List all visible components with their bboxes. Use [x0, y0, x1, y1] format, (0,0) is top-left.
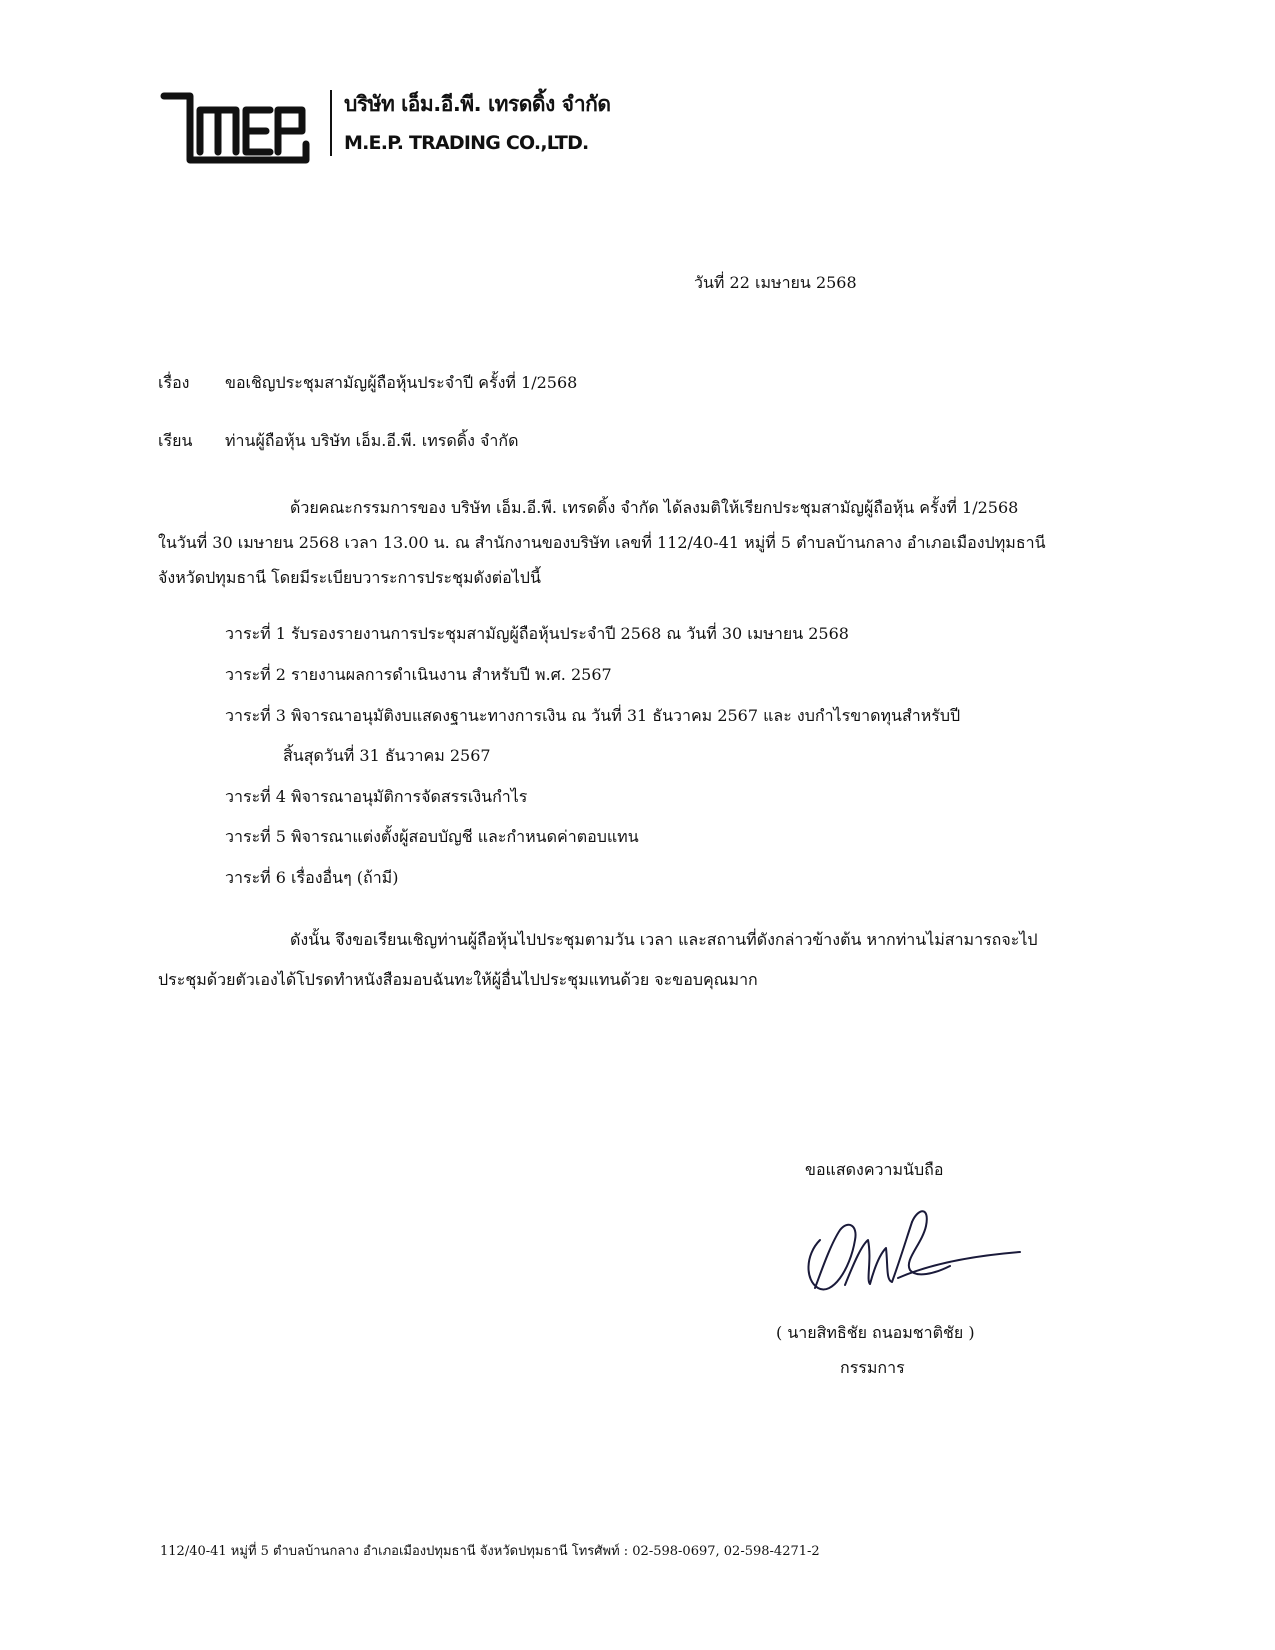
company-logo — [160, 86, 312, 166]
agenda-item-6: วาระที่ 6 เรื่องอื่นๆ (ถ้ามี) — [225, 868, 399, 887]
sign-off: ขอแสดงความนับถือ — [805, 1160, 944, 1179]
agenda-item-5: วาระที่ 5 พิจารณาแต่งตั้งผู้สอบบัญชี และกำหนดค่าตอบแทน — [225, 827, 639, 846]
company-name-th: บริษัท เอ็ม.อี.พี. เทรดดิ้ง จำกัด — [344, 92, 611, 116]
letterhead — [160, 82, 611, 162]
intro-line-3: จังหวัดปทุมธานี โดยมีระเบียบวาระการประชุมดังต่อไปนี้ — [158, 568, 541, 587]
letterhead-divider — [330, 90, 332, 156]
letter-date: วันที่ 22 เมษายน 2568 — [694, 273, 857, 292]
agenda-item-1: วาระที่ 1 รับรองรายงานการประชุมสามัญผู้ถือหุ้นประจำปี 2568 ณ วันที่ 30 เมษายน 2568 — [225, 624, 849, 643]
signatory-title: กรรมการ — [840, 1358, 905, 1377]
agenda-item-2: วาระที่ 2 รายงานผลการดำเนินงาน สำหรับปี พ.ศ. 2567 — [225, 665, 612, 684]
agenda-item-3-continued: สิ้นสุดวันที่ 31 ธันวาคม 2567 — [283, 746, 491, 765]
closing-line-1: ดังนั้น จึงขอเรียนเชิญท่านผู้ถือหุ้นไปประชุมตามวัน เวลา และสถานที่ดังกล่าวข้างต้น หากท่านไม่สามารถจะไป — [290, 930, 1038, 949]
closing-line-2: ประชุมด้วยตัวเองได้โปรดทำหนังสือมอบฉันทะให้ผู้อื่นไปประชุมแทนด้วย จะขอบคุณมาก — [158, 970, 758, 989]
intro-line-2: ในวันที่ 30 เมษายน 2568 เวลา 13.00 น. ณ สำนักงานของบริษัท เลขที่ 112/40-41 หมู่ที่ 5 ตำบลบ้านกลาง อำเภอเมืองปทุมธานี — [158, 533, 1046, 552]
agenda-item-4: วาระที่ 4 พิจารณาอนุมัติการจัดสรรเงินกำไร — [225, 787, 528, 806]
company-name-en: M.E.P. TRADING CO.,LTD. — [344, 132, 589, 154]
signatory-name: ( นายสิทธิชัย ถนอมชาติชัย ) — [776, 1323, 975, 1342]
recipient-label: เรียน — [158, 431, 193, 450]
footer-address: 112/40-41 หมู่ที่ 5 ตำบลบ้านกลาง อำเภอเมืองปทุมธานี จังหวัดปทุมธานี โทรศัพท์ : 02-598-0697, 02-598-4271-2 — [160, 1544, 820, 1559]
subject-label: เรื่อง — [158, 373, 190, 392]
recipient-text: ท่านผู้ถือหุ้น บริษัท เอ็ม.อี.พี. เทรดดิ้ง จำกัด — [225, 431, 519, 450]
handwritten-signature — [800, 1200, 1025, 1305]
intro-line-1: ด้วยคณะกรรมการของ บริษัท เอ็ม.อี.พี. เทรดดิ้ง จำกัด ได้ลงมติให้เรียกประชุมสามัญผู้ถือหุ้น ครั้งที่ 1/2568 — [290, 498, 1019, 517]
agenda-item-3: วาระที่ 3 พิจารณาอนุมัติงบแสดงฐานะทางการเงิน ณ วันที่ 31 ธันวาคม 2567 และ งบกำไรขาดทุนสำหรับปี — [225, 706, 961, 725]
subject-text: ขอเชิญประชุมสามัญผู้ถือหุ้นประจำปี ครั้งที่ 1/2568 — [225, 373, 578, 392]
